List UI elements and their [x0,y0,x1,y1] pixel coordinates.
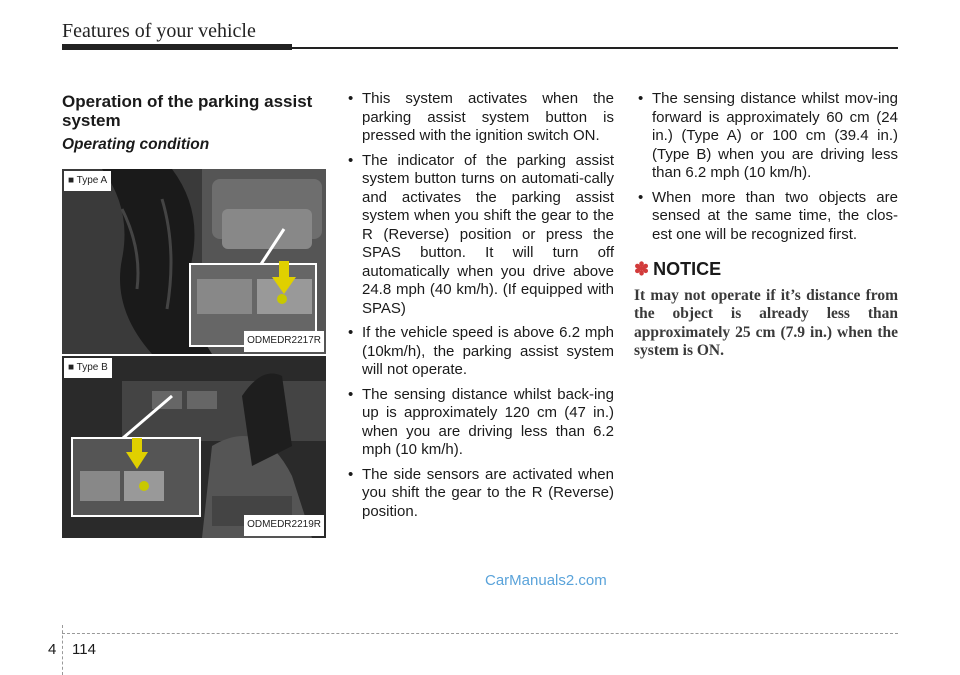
header-rule-thin [292,47,898,49]
column-right [634,90,898,361]
notice-body: It may not operate if it’s distance from the object is already less than approximately 25 cm (7.9 in.) when the system is ON. [634,286,898,359]
notice-star-icon: ✽ [634,259,650,279]
bullet-item: • The sensing distance whilst mov-ing forward is approximately 60 cm (24 in.) (Type A) or 100 cm (39.4 in.) (Type B) when you are driving less than 6.2 mph (10 km/h). [634,90,898,183]
notice-title: NOTICE [653,259,722,279]
footer-rule [62,633,898,634]
bullet-list-operating-conditions [344,90,614,521]
figure-type-b [62,356,326,538]
figure-type-a [62,169,326,354]
page-number: 114 [72,641,96,658]
bullet-list-sensing [634,90,898,244]
chapter-number: 4 [48,641,57,658]
watermark-link[interactable]: CarManuals2.com [485,572,607,589]
footer-divider [62,625,63,675]
figure-type-a-label: ■ Type A [64,171,111,192]
gear-shifter-illustration-a [62,169,326,354]
figure-code-b: ODMEDR2219R [244,515,324,536]
page-header-title: Features of your vehicle [62,20,256,42]
bullet-item: • The sensing distance whilst back-ing up is approximately 120 cm (47 in.) when you are driving less than 6.2 mph (10 km/h). [344,386,614,460]
subsection-title: Operating condition [62,136,210,153]
section-title: Operation of the parking assist system [62,92,313,130]
figure-type-b-label: ■ Type B [64,358,112,379]
column-left [62,90,327,538]
column-middle [344,90,614,527]
gear-shifter-illustration-b [62,356,326,538]
notice-heading [634,260,898,279]
bullet-item: • The indicator of the parking assist system button turns on automati-cally and activates the parking assist system when you shift the gear to the R (Reverse) position or press the SPAS button. It will turn off automatically when you drive above 24.8 mph (40 km/h). (If equipped with SPAS) [344,152,614,319]
bullet-item: • This system activates when the parking assist system button is pressed with the ignition switch ON. [344,90,614,146]
header-rule [62,44,292,50]
bullet-item: • The side sensors are activated when you shift the gear to the R (Reverse) position. [344,466,614,522]
bullet-item: • If the vehicle speed is above 6.2 mph (10km/h), the parking assist system will not operate. [344,324,614,380]
figure-code-a: ODMEDR2217R [244,331,324,352]
bullet-item: • When more than two objects are sensed at the same time, the clos-est one will be recognized first. [634,189,898,245]
